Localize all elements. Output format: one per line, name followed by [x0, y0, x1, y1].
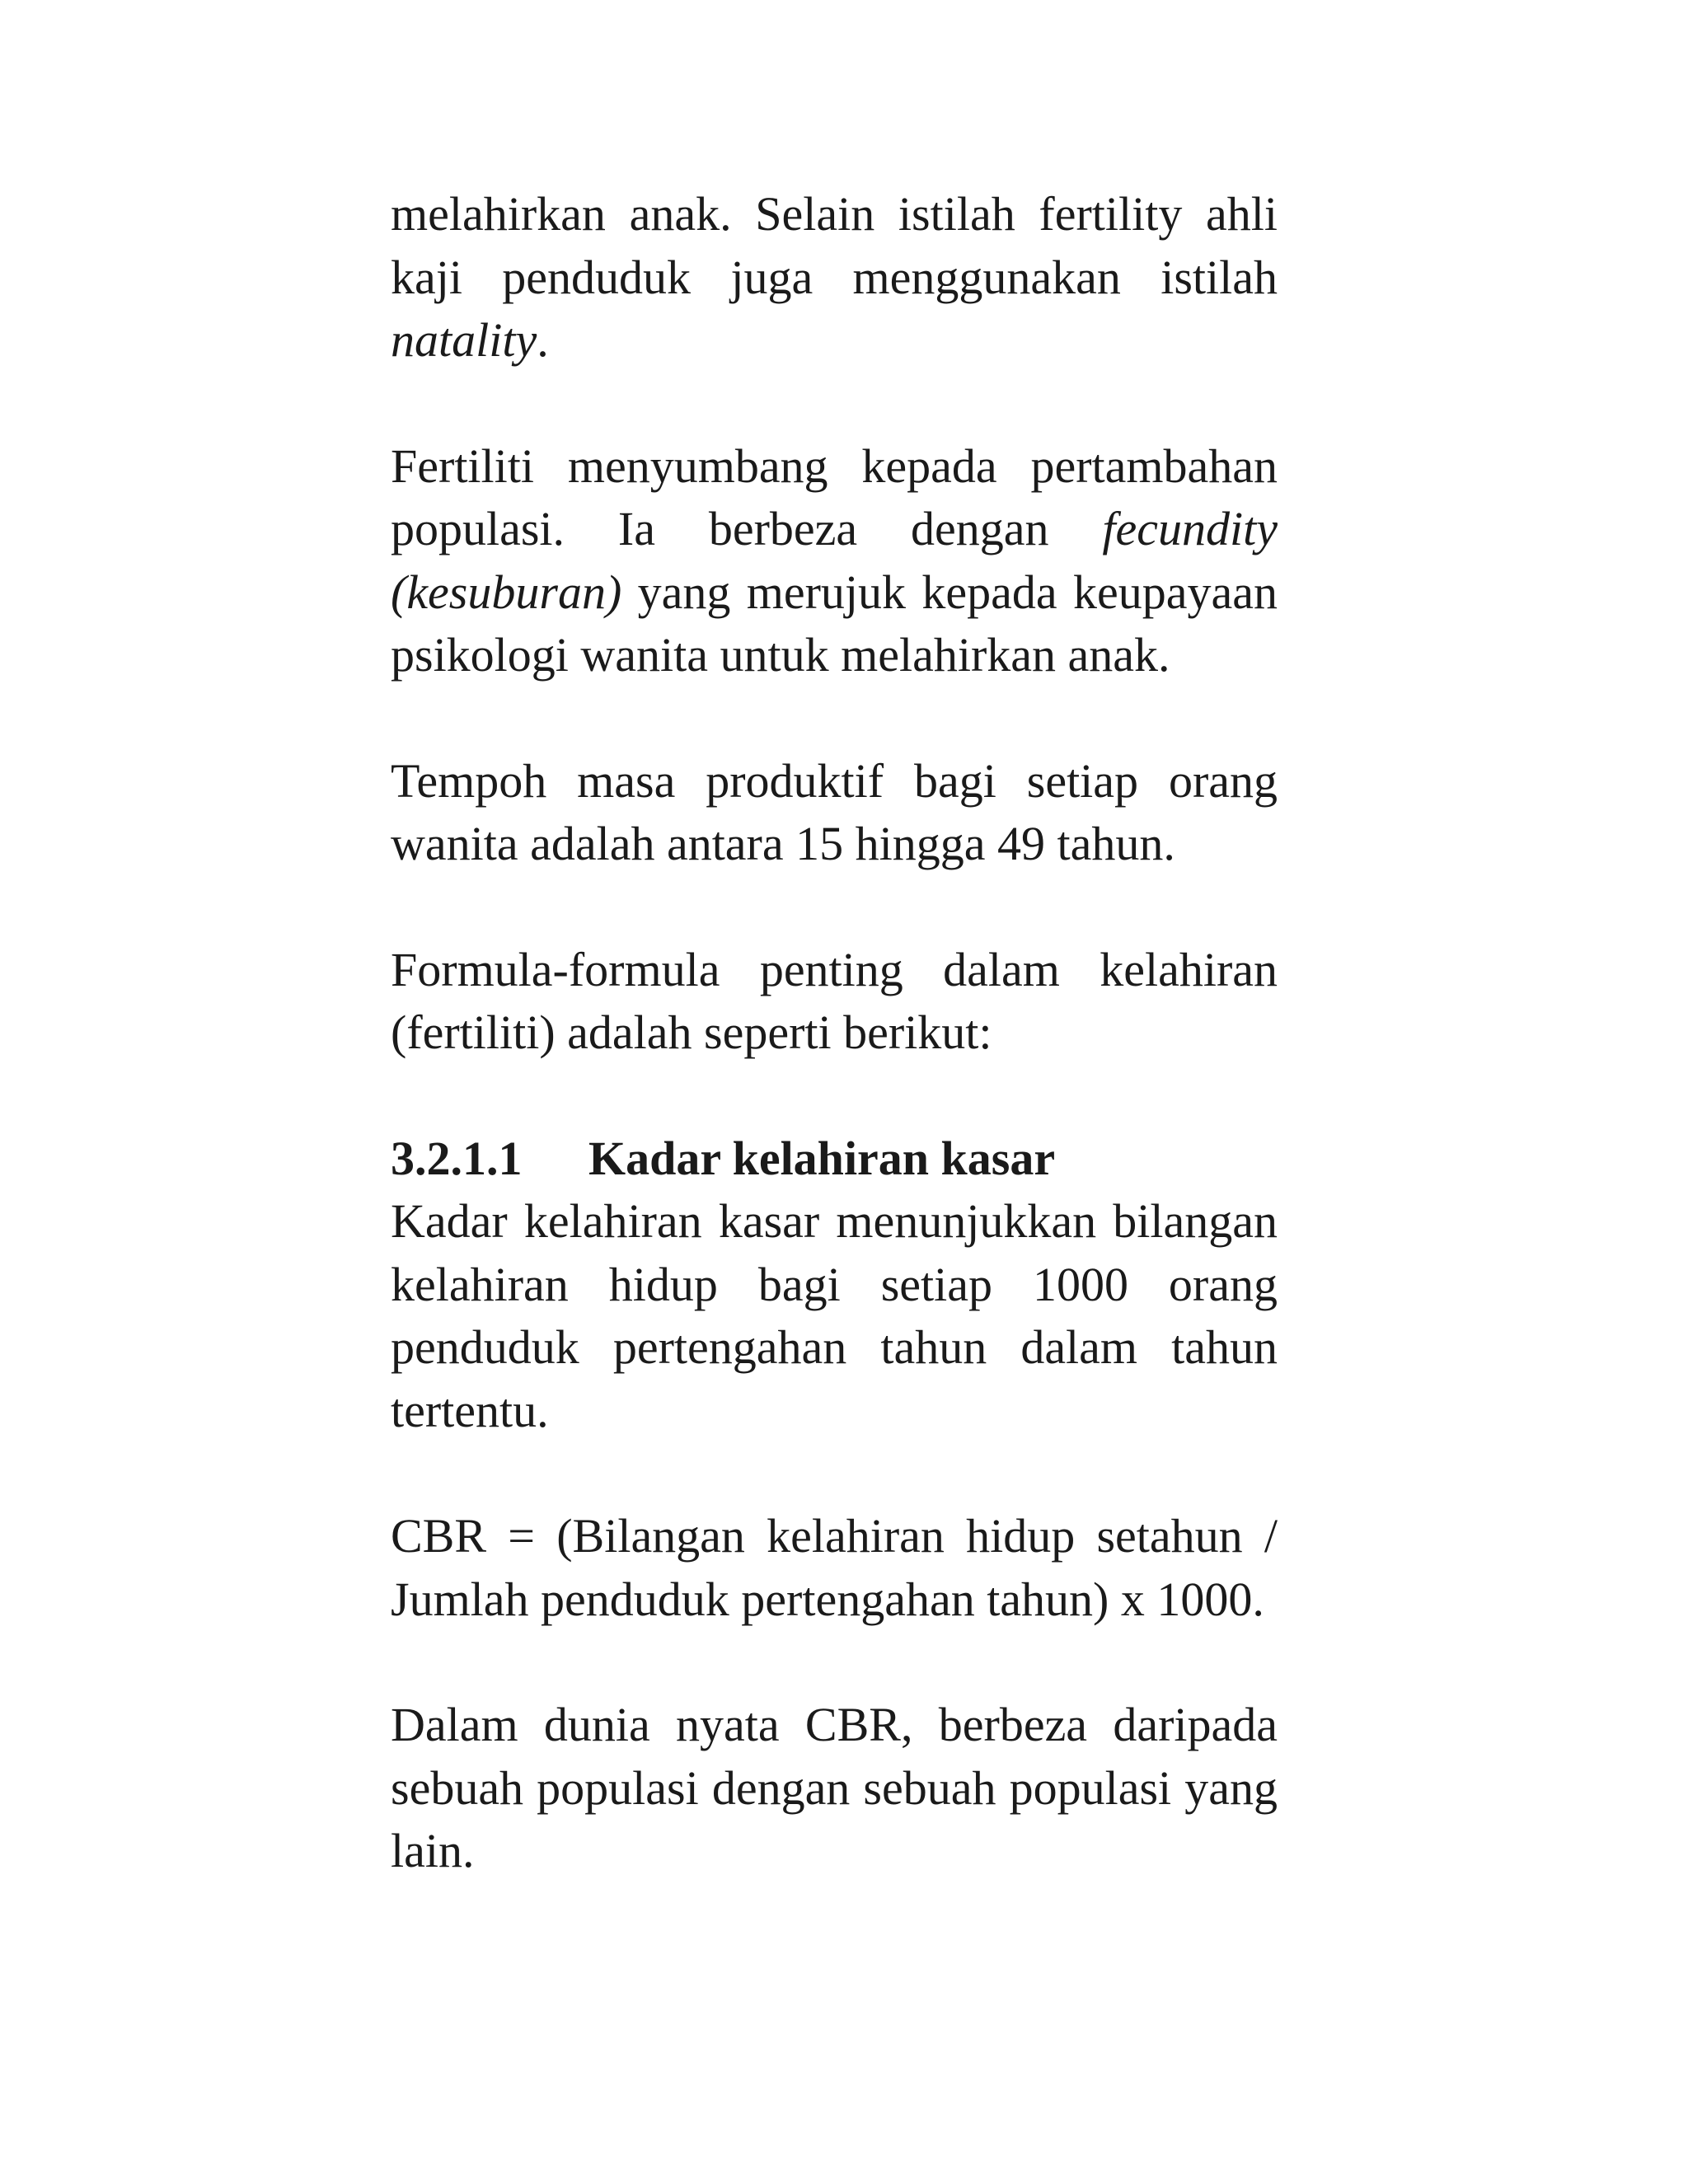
section-heading	[391, 1127, 1278, 1191]
italic-term-fecundity: fecundity (kesuburan)	[391, 502, 1278, 619]
paragraph-fertility-vs-fecundity	[391, 435, 1278, 687]
paragraph-cbr-formula: CBR = (Bilangan kelahiran hidup setahun / Jumlah penduduk pertengahan tahun) x 1000.	[391, 1509, 1278, 1626]
paragraph-cbr-variation: Dalam dunia nyata CBR, berbeza daripada sebuah populasi dengan sebuah populasi yang lain.	[391, 1698, 1278, 1877]
paragraph-fertility-intro	[391, 183, 1278, 373]
paragraph-text: Fertiliti menyumbang kepada pertambahan populasi. Ia berbeza dengan	[391, 438, 1278, 555]
paragraph-cbr-definition: Kadar kelahiran kasar menunjukkan bilangan kelahiran hidup bagi setiap 1000 orang penduduk pertengahan tahun dalam tahun tertentu.	[391, 1194, 1278, 1437]
section-title: Kadar kelahiran kasar	[588, 1131, 1056, 1185]
paragraph-text: melahirkan anak. Selain istilah fertility ahli kaji penduduk juga menggunakan istilah	[391, 187, 1278, 304]
paragraph-formula-intro: Formula-formula penting dalam kelahiran (fertiliti) adalah seperti berikut:	[391, 942, 1278, 1059]
section-number: 3.2.1.1	[391, 1131, 523, 1185]
paragraph-text: .	[537, 313, 549, 367]
paragraph-productive-period: Tempoh masa produktif bagi setiap orang wanita adalah antara 15 hingga 49 tahun.	[391, 753, 1278, 870]
document-page	[391, 183, 1278, 1883]
italic-term-natality: natality	[391, 313, 537, 367]
paragraph-text: yang merujuk kepada keupayaan psikologi wanita untuk melahirkan anak.	[391, 565, 1278, 682]
